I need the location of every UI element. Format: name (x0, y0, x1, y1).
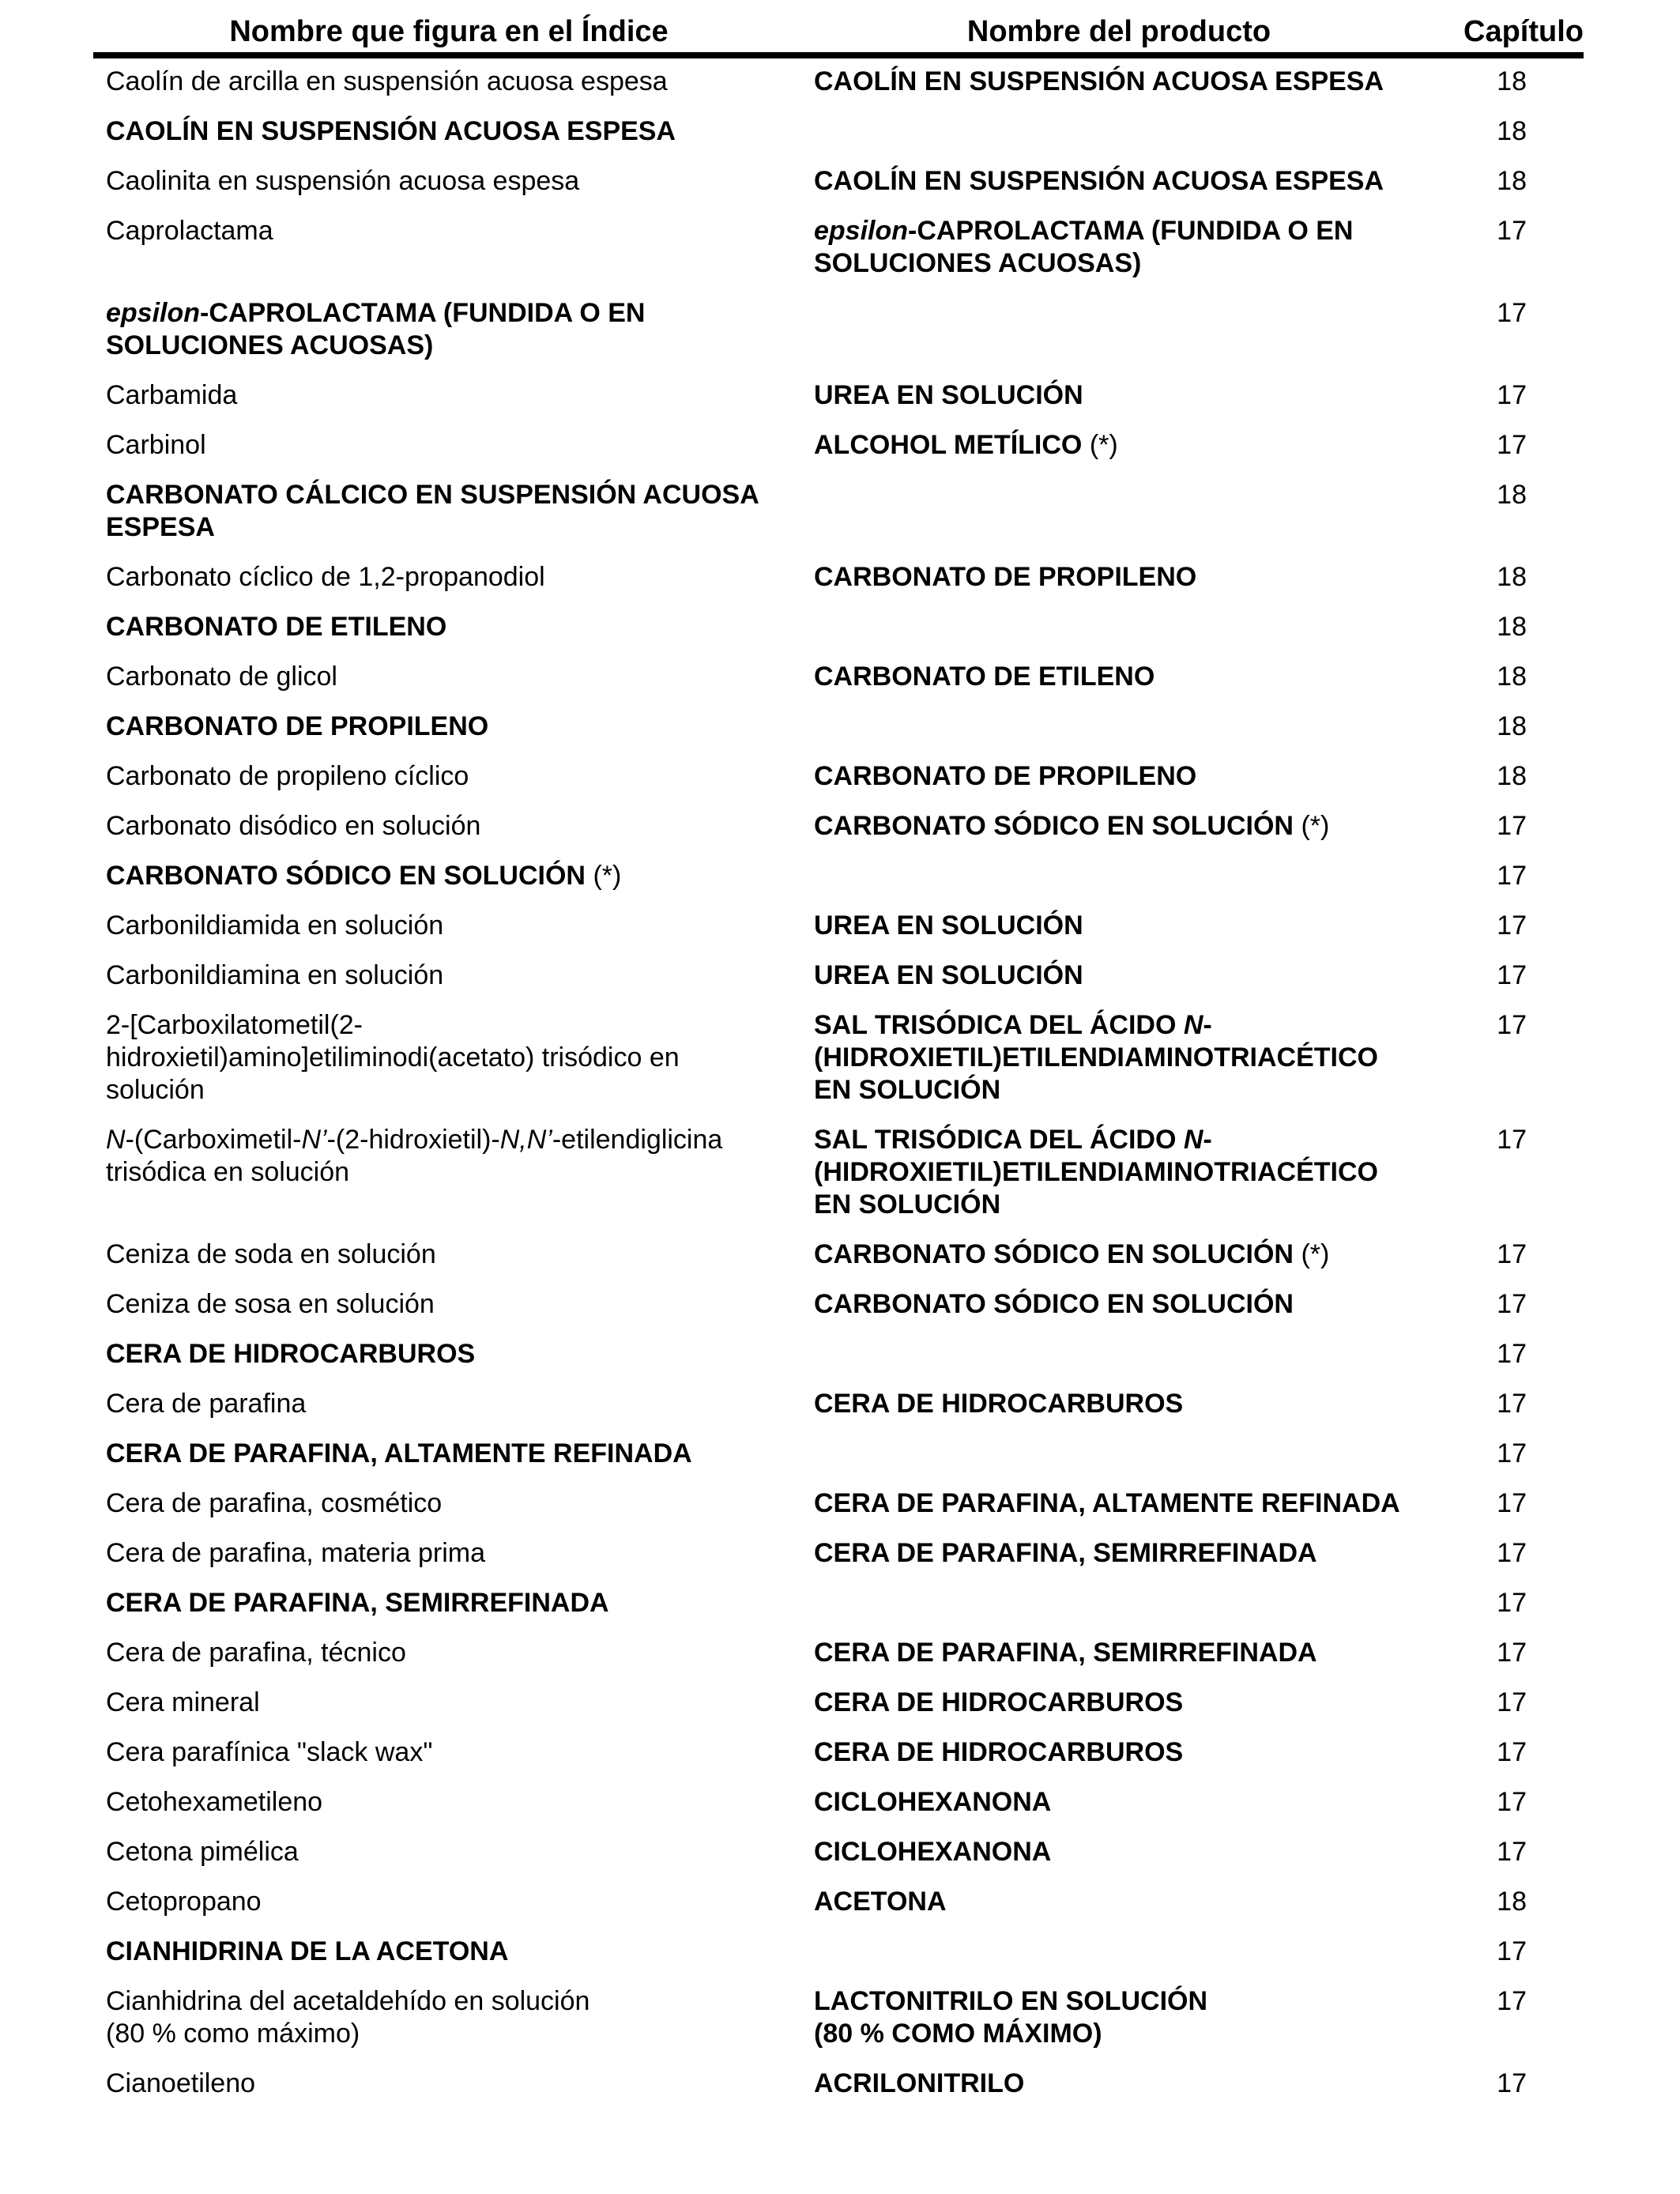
index-name-cell: CARBONATO DE ETILENO (106, 612, 447, 642)
index-name-cell: Caolín de arcilla en suspensión acuosa espesa (106, 66, 668, 96)
index-name-cell: Cera de parafina, cosmético (106, 1488, 443, 1518)
chapter-cell: 18 (1497, 1887, 1527, 1917)
chapter-cell: 17 (1497, 1389, 1527, 1419)
table-row (93, 108, 1584, 158)
product-name-cell: ALCOHOL METÍLICO (*) (814, 430, 1118, 460)
table-row (93, 1580, 1584, 1630)
chapter-cell: 18 (1497, 711, 1527, 741)
product-name-cell: CARBONATO SÓDICO EN SOLUCIÓN (814, 1289, 1294, 1319)
table-row (93, 158, 1584, 208)
table-row (93, 803, 1584, 853)
table-row (93, 1829, 1584, 1879)
product-name-cell: CICLOHEXANONA (814, 1787, 1052, 1817)
chapter-cell: 17 (1497, 1438, 1527, 1468)
product-name-cell: UREA EN SOLUCIÓN (814, 380, 1083, 410)
table-row (93, 753, 1584, 803)
product-name-cell (804, 604, 1433, 654)
table-row (93, 853, 1584, 903)
product-name-cell: CERA DE HIDROCARBUROS (814, 1389, 1184, 1419)
chapter-cell: 17 (1497, 1538, 1527, 1568)
product-name-cell (804, 853, 1433, 903)
index-name-cell: Ceniza de soda en solución (106, 1239, 436, 1269)
table-row (93, 1480, 1584, 1530)
index-name-cell: CARBONATO SÓDICO EN SOLUCIÓN (*) (106, 861, 622, 891)
index-name-cell: Cetohexametileno (106, 1787, 323, 1817)
product-name-cell: CARBONATO DE PROPILENO (814, 562, 1197, 592)
chapter-cell: 18 (1497, 66, 1527, 96)
chapter-cell: 17 (1497, 910, 1527, 941)
chapter-cell: 17 (1497, 1125, 1527, 1155)
table-row (93, 372, 1584, 422)
chapter-cell: 17 (1497, 1687, 1527, 1717)
table-row (93, 2060, 1584, 2110)
index-name-cell: Cera mineral (106, 1687, 260, 1717)
index-name-cell: CARBONATO DE PROPILENO (106, 711, 489, 741)
index-name-cell: Cianoetileno (106, 2068, 256, 2098)
index-name-cell: CERA DE PARAFINA, SEMIRREFINADA (106, 1588, 609, 1618)
table-row (93, 554, 1584, 604)
chapter-cell: 18 (1497, 116, 1527, 146)
chapter-cell: 17 (1497, 811, 1527, 841)
header-rule (93, 52, 1584, 58)
table-row (93, 952, 1584, 1002)
product-name-cell: SAL TRISÓDICA DEL ÁCIDO N-(HIDROXIETIL)ETILENDIAMINOTRIACÉTICO EN SOLUCIÓN (814, 1125, 1378, 1220)
table-row (93, 654, 1584, 703)
chapter-cell: 18 (1497, 612, 1527, 642)
table-row (93, 290, 1584, 372)
table-header (93, 0, 1584, 49)
table-row (93, 1002, 1584, 1117)
product-name-cell: CAOLÍN EN SUSPENSIÓN ACUOSA ESPESA (814, 66, 1384, 96)
index-name-cell: Cera de parafina, materia prima (106, 1538, 486, 1568)
chapter-cell: 17 (1497, 1488, 1527, 1518)
product-name-cell: CERA DE PARAFINA, SEMIRREFINADA (814, 1638, 1317, 1668)
table-row (93, 1331, 1584, 1381)
chapter-cell: 17 (1497, 1339, 1527, 1369)
product-name-cell: ACRILONITRILO (814, 2068, 1025, 2098)
index-name-cell: CAOLÍN EN SUSPENSIÓN ACUOSA ESPESA (106, 116, 676, 146)
table-row (93, 1779, 1584, 1829)
product-name-cell: CICLOHEXANONA (814, 1837, 1052, 1867)
table-row (93, 1630, 1584, 1679)
table-row (93, 1879, 1584, 1928)
product-name-cell: CAOLÍN EN SUSPENSIÓN ACUOSA ESPESA (814, 166, 1384, 196)
table-row (93, 703, 1584, 753)
product-name-cell (804, 703, 1433, 753)
product-name-cell: SAL TRISÓDICA DEL ÁCIDO N-(HIDROXIETIL)ETILENDIAMINOTRIACÉTICO EN SOLUCIÓN (814, 1010, 1378, 1105)
chapter-cell: 17 (1497, 1010, 1527, 1040)
chapter-cell: 17 (1497, 380, 1527, 410)
table-row (93, 1431, 1584, 1480)
chapter-cell: 18 (1497, 562, 1527, 592)
product-name-cell: UREA EN SOLUCIÓN (814, 960, 1083, 990)
index-name-cell: CERA DE PARAFINA, ALTAMENTE REFINADA (106, 1438, 692, 1468)
chapter-cell: 17 (1497, 1936, 1527, 1966)
index-name-cell: Carbinol (106, 430, 206, 460)
index-name-cell: Carbonato de glicol (106, 662, 337, 692)
table-row (93, 1978, 1584, 2060)
chapter-cell: 18 (1497, 761, 1527, 791)
index-name-cell: Ceniza de sosa en solución (106, 1289, 435, 1319)
index-name-cell: Caolinita en suspensión acuosa espesa (106, 166, 580, 196)
index-name-cell: CERA DE HIDROCARBUROS (106, 1339, 476, 1369)
table-row (93, 1381, 1584, 1431)
table-row (93, 472, 1584, 554)
product-name-cell: LACTONITRILO EN SOLUCIÓN (80 % COMO MÁXIMO) (814, 1986, 1208, 2049)
chapter-cell: 18 (1497, 480, 1527, 510)
chapter-cell: 17 (1497, 216, 1527, 246)
index-name-cell: Cetopropano (106, 1887, 262, 1917)
table-row (93, 1281, 1584, 1331)
table-row (93, 1729, 1584, 1779)
product-name-cell (804, 108, 1433, 158)
chapter-cell: 17 (1497, 430, 1527, 460)
chapter-cell: 18 (1497, 662, 1527, 692)
chapter-cell: 17 (1497, 1787, 1527, 1817)
product-name-cell (804, 1431, 1433, 1480)
index-name-cell: Cetona pimélica (106, 1837, 299, 1867)
product-name-cell: CARBONATO DE ETILENO (814, 662, 1155, 692)
chapter-cell: 17 (1497, 1588, 1527, 1618)
index-name-cell: Carbonildiamida en solución (106, 910, 444, 941)
product-name-cell (804, 290, 1433, 372)
chapter-cell: 17 (1497, 861, 1527, 891)
index-name-cell: Carbonato cíclico de 1,2-propanodiol (106, 562, 545, 592)
table-row (93, 1928, 1584, 1978)
product-name-cell: UREA EN SOLUCIÓN (814, 910, 1083, 941)
table-row (93, 604, 1584, 654)
table-row (93, 1231, 1584, 1281)
product-name-cell: CERA DE HIDROCARBUROS (814, 1737, 1184, 1767)
table-row (93, 1530, 1584, 1580)
index-name-cell: CARBONATO CÁLCICO EN SUSPENSIÓN ACUOSA ESPESA (106, 480, 759, 542)
product-name-cell: CERA DE PARAFINA, SEMIRREFINADA (814, 1538, 1317, 1568)
product-name-cell (804, 1331, 1433, 1381)
chapter-cell: 18 (1497, 166, 1527, 196)
product-name-cell: CERA DE HIDROCARBUROS (814, 1687, 1184, 1717)
table-row (93, 422, 1584, 472)
product-name-cell: CARBONATO DE PROPILENO (814, 761, 1197, 791)
product-name-cell: CARBONATO SÓDICO EN SOLUCIÓN (*) (814, 1239, 1330, 1269)
index-table (93, 58, 1584, 2110)
index-name-cell: Carbamida (106, 380, 238, 410)
index-name-cell: Cera de parafina (106, 1389, 307, 1419)
product-name-cell: CARBONATO SÓDICO EN SOLUCIÓN (*) (814, 811, 1330, 841)
chapter-cell: 17 (1497, 960, 1527, 990)
chapter-cell: 17 (1497, 1837, 1527, 1867)
product-name-cell (804, 1928, 1433, 1978)
table-row (93, 1679, 1584, 1729)
chapter-cell: 17 (1497, 1289, 1527, 1319)
table-row (93, 58, 1584, 108)
header-chapter: Capítulo (1463, 15, 1584, 48)
index-name-cell: CIANHIDRINA DE LA ACETONA (106, 1936, 509, 1966)
chapter-cell: 17 (1497, 2068, 1527, 2098)
chapter-cell: 17 (1497, 1638, 1527, 1668)
index-name-cell: Carbonato disódico en solución (106, 811, 481, 841)
product-name-cell (804, 472, 1433, 554)
index-name-cell: Cera parafínica "slack wax" (106, 1737, 433, 1767)
header-index-name: Nombre que figura en el Índice (229, 15, 669, 48)
chapter-cell: 17 (1497, 1239, 1527, 1269)
index-name-cell: Carbonildiamina en solución (106, 960, 444, 990)
index-name-cell: epsilon-CAPROLACTAMA (FUNDIDA O EN SOLUCIONES ACUOSAS) (106, 298, 646, 360)
header-product-name: Nombre del producto (966, 15, 1271, 48)
table-row (93, 208, 1584, 290)
chapter-cell: 17 (1497, 1986, 1527, 2016)
index-name-cell: Caprolactama (106, 216, 273, 246)
product-name-cell: CERA DE PARAFINA, ALTAMENTE REFINADA (814, 1488, 1400, 1518)
index-name-cell: Cera de parafina, técnico (106, 1638, 406, 1668)
product-name-cell: ACETONA (814, 1887, 947, 1917)
index-name-cell: N-(Carboximetil-N’-(2-hidroxietil)-N,N’-etilendiglicina trisódica en solución (106, 1125, 723, 1187)
index-name-cell: 2-[Carboxilatometil(2-hidroxietil)amino]etiliminodi(acetato) trisódico en solución (106, 1010, 680, 1105)
chapter-cell: 17 (1497, 1737, 1527, 1767)
table-row (93, 1117, 1584, 1231)
index-table-page (93, 0, 1584, 2110)
product-name-cell: epsilon-CAPROLACTAMA (FUNDIDA O EN SOLUCIONES ACUOSAS) (814, 216, 1354, 278)
product-name-cell (804, 1580, 1433, 1630)
table-row (93, 903, 1584, 952)
chapter-cell: 17 (1497, 298, 1527, 328)
index-name-cell: Carbonato de propileno cíclico (106, 761, 469, 791)
index-name-cell: Cianhidrina del acetaldehído en solución (80 % como máximo) (106, 1986, 590, 2049)
